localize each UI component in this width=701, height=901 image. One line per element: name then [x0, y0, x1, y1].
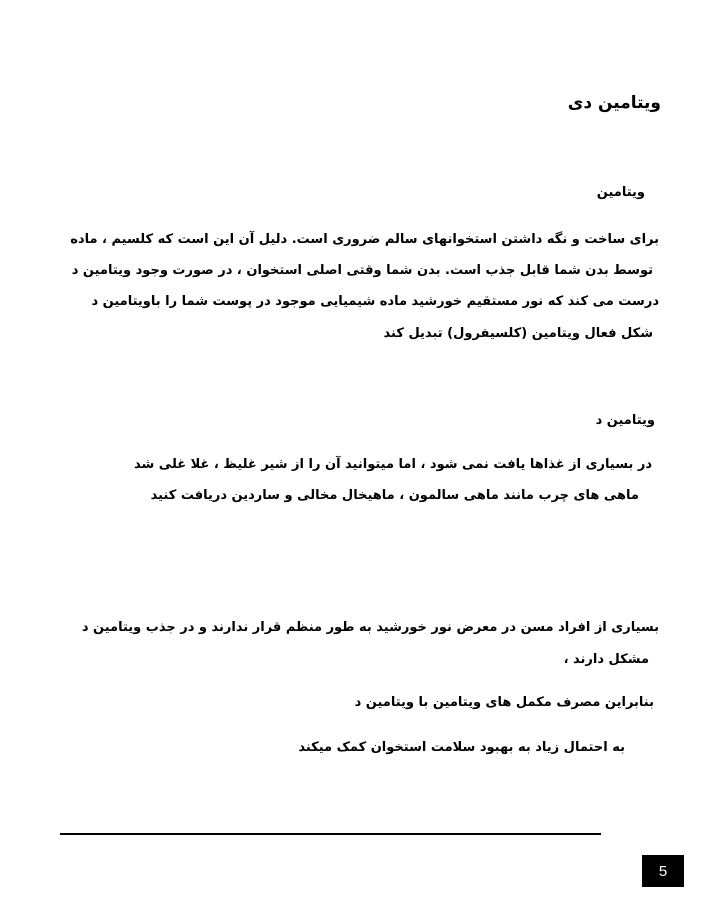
section-1-line-4: شکل فعال ویتامین (کلسیفرول) تبدیل کند [383, 326, 653, 341]
paragraph-line-4: به احتمال زیاد به بهبود سلامت استخوان کمک میکند [298, 740, 625, 755]
paragraph-line-1: بسیاری از افراد مسن در معرض نور خورشید به طور منظم قرار ندارند و در جذب ویتامین د [81, 620, 659, 635]
page-number-badge [642, 855, 684, 887]
section-2-heading: ویتامین د [595, 413, 655, 428]
section-2-line-2: ماهی های چرب مانند ماهی سالمون ، ماهیخال مخالی و ساردین دریافت کنید [150, 488, 639, 503]
section-1-line-3: درست می کند که نور مستقیم خورشید ماده شیمیایی موجود در پوست شما را باویتامین د [91, 294, 659, 309]
section-1-line-2: توسط بدن شما قابل جذب است. بدن شما وقتی اصلی استخوان ، در صورت وجود ویتامین د [71, 263, 653, 278]
section-2-line-1: در بسیاری از غذاها یافت نمی شود ، اما میتوانید آن را از شیر غلیظ ، غلا غلی شد [133, 457, 652, 472]
page-number: 5 [658, 862, 668, 880]
section-1-heading: ویتامین [596, 185, 645, 200]
section-1-line-1: برای ساخت و نگه داشتن استخوانهای سالم ضروری است. دلیل آن این است که کلسیم ، ماده [70, 232, 659, 247]
paragraph-line-2: مشکل دارند ، [563, 652, 649, 667]
paragraph-line-3: بنابراین مصرف مکمل های ویتامین با ویتامین د [354, 695, 654, 710]
document-title: ویتامین دی [567, 93, 661, 113]
footer-divider [60, 833, 601, 835]
